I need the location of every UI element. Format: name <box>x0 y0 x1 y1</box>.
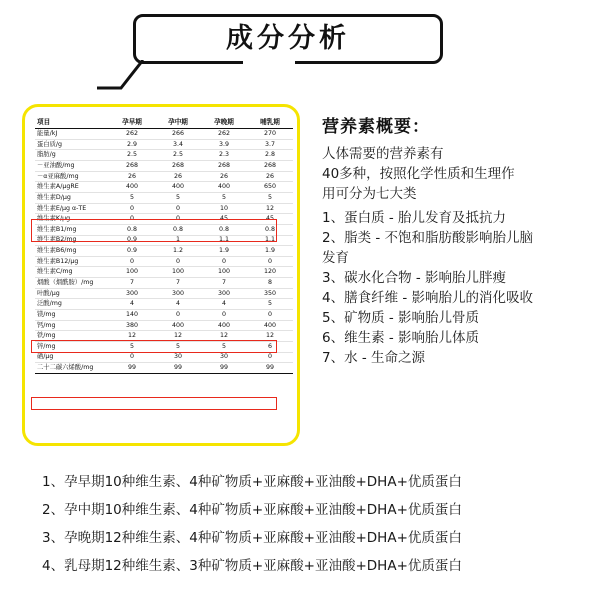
table-cell: 12 <box>247 331 293 342</box>
table-cell: 266 <box>155 129 201 140</box>
table-cell: 26 <box>201 171 247 182</box>
table-cell: 0.8 <box>247 224 293 235</box>
table-cell: 2.3 <box>201 150 247 161</box>
summary-item: 6、维生素 - 影响胎儿体质 <box>322 330 480 346</box>
summary-heading: 营养素概要： <box>322 117 430 137</box>
title-pointer-line <box>96 60 144 90</box>
table-cell: 3.4 <box>155 139 201 150</box>
highlight-box-selenium <box>31 397 277 410</box>
table-cell: 5 <box>155 192 201 203</box>
summary-item: 3、碳水化合物 - 影响胎儿胖瘦 <box>322 270 507 286</box>
summary-column <box>322 112 584 368</box>
table-cell: 0.9 <box>109 235 155 246</box>
table-cell: 镁/mg <box>35 310 109 321</box>
table-cell: 400 <box>201 320 247 331</box>
table-cell: 叶酸/μg <box>35 288 109 299</box>
table-row <box>35 256 293 267</box>
table-row <box>35 192 293 203</box>
summary-item: 7、水 - 生命之源 <box>322 350 426 366</box>
table-cell: 1.9 <box>201 246 247 257</box>
table-cell: 99 <box>247 363 293 374</box>
table-cell: 脂肪/g <box>35 150 109 161</box>
table-cell: 268 <box>155 161 201 172</box>
table-cell: 0.8 <box>155 224 201 235</box>
table-cell: 0 <box>155 310 201 321</box>
table-cell: 12 <box>109 331 155 342</box>
table-cell: 1.1 <box>247 235 293 246</box>
table-row <box>35 331 293 342</box>
table-body <box>35 129 293 374</box>
summary-item: 2、脂类 - 不饱和脂肪酸影响胎儿脑 <box>322 230 534 246</box>
table-cell: 100 <box>155 267 201 278</box>
table-cell: 12 <box>155 331 201 342</box>
summary-item-list <box>322 208 584 368</box>
table-cell: 维生素B12/μg <box>35 256 109 267</box>
table-cell: 0 <box>155 214 201 225</box>
table-cell: 6 <box>247 341 293 352</box>
table-row <box>35 171 293 182</box>
table-row <box>35 320 293 331</box>
table-cell: 能量/kJ <box>35 129 109 140</box>
table-row <box>35 203 293 214</box>
table-cell: 100 <box>109 267 155 278</box>
table-cell: 7 <box>155 278 201 289</box>
table-cell: 45 <box>201 214 247 225</box>
table-cell: 5 <box>247 192 293 203</box>
table-cell: 维生素B6/mg <box>35 246 109 257</box>
table-cell: 380 <box>109 320 155 331</box>
table-cell: 10 <box>201 203 247 214</box>
nutrition-table-panel <box>22 104 300 446</box>
table-cell: 30 <box>155 352 201 363</box>
table-cell: 0.9 <box>109 246 155 257</box>
table-cell: 400 <box>155 182 201 193</box>
table-cell: 30 <box>201 352 247 363</box>
table-cell: 270 <box>247 129 293 140</box>
bottom-summary-list <box>42 468 562 580</box>
table-cell: 5 <box>109 341 155 352</box>
title-banner <box>133 14 443 64</box>
table-cell: 12 <box>201 331 247 342</box>
table-cell: 0 <box>155 203 201 214</box>
table-cell: 2.9 <box>109 139 155 150</box>
table-row <box>35 150 293 161</box>
table-cell: 4 <box>155 299 201 310</box>
table-row <box>35 246 293 257</box>
table-cell: 烟酸（烟酰胺）/mg <box>35 278 109 289</box>
table-cell: 650 <box>247 182 293 193</box>
table-cell: 400 <box>201 182 247 193</box>
table-cell: 8 <box>247 278 293 289</box>
table-cell: 维生素B1/mg <box>35 224 109 235</box>
nutrition-table <box>35 117 293 374</box>
table-cell: 2.5 <box>109 150 155 161</box>
summary-intro-line: 用可分为七大类 <box>322 186 417 202</box>
table-row <box>35 161 293 172</box>
table-cell: 维生素D/μg <box>35 192 109 203</box>
table-cell: 2.8 <box>247 150 293 161</box>
table-cell: 0 <box>109 256 155 267</box>
table-header-cell: 孕早期 <box>109 117 155 129</box>
table-row <box>35 363 293 374</box>
table-cell: 4 <box>201 299 247 310</box>
table-cell: 3.7 <box>247 139 293 150</box>
table-row <box>35 139 293 150</box>
table-row <box>35 310 293 321</box>
table-cell: 0.8 <box>109 224 155 235</box>
table-row <box>35 352 293 363</box>
summary-intro-line: 人体需要的营养素有 <box>322 146 444 162</box>
table-cell: 维生素E/μg α-TE <box>35 203 109 214</box>
table-cell: 120 <box>247 267 293 278</box>
table-row <box>35 224 293 235</box>
table-cell: 0 <box>109 214 155 225</box>
table-cell: 12 <box>247 203 293 214</box>
table-cell: 1.2 <box>155 246 201 257</box>
table-cell: 2.5 <box>155 150 201 161</box>
table-row <box>35 288 293 299</box>
table-cell: 300 <box>109 288 155 299</box>
table-cell: 维生素A/μgRE <box>35 182 109 193</box>
table-cell: 二十二碳六烯酸/mg <box>35 363 109 374</box>
table-cell: 45 <box>247 214 293 225</box>
table-cell: 268 <box>201 161 247 172</box>
table-header-cell: 项目 <box>35 117 109 129</box>
table-cell: 262 <box>109 129 155 140</box>
table-cell: 锌/mg <box>35 341 109 352</box>
table-cell: 400 <box>109 182 155 193</box>
table-cell: 262 <box>201 129 247 140</box>
bottom-list-item: 2、孕中期10种维生素、4种矿物质+亚麻酸+亚油酸+DHA+优质蛋白 <box>42 502 462 518</box>
table-row <box>35 214 293 225</box>
table-cell: 400 <box>247 320 293 331</box>
table-row <box>35 235 293 246</box>
table-cell: 0 <box>247 310 293 321</box>
table-cell: 140 <box>109 310 155 321</box>
table-cell: 100 <box>201 267 247 278</box>
table-row <box>35 278 293 289</box>
table-cell: 5 <box>155 341 201 352</box>
table-cell: 3.9 <box>201 139 247 150</box>
table-cell: 26 <box>247 171 293 182</box>
table-row <box>35 182 293 193</box>
bottom-list-item: 4、乳母期12种维生素、3种矿物质+亚麻酸+亚油酸+DHA+优质蛋白 <box>42 558 462 574</box>
table-cell: 维生素C/mg <box>35 267 109 278</box>
summary-item: 5、矿物质 - 影响胎儿骨质 <box>322 310 480 326</box>
table-cell: 268 <box>247 161 293 172</box>
summary-item: 1、蛋白质 - 胎儿发育及抵抗力 <box>322 210 507 226</box>
table-cell: 蛋白质/g <box>35 139 109 150</box>
table-cell: 7 <box>109 278 155 289</box>
table-cell: 维生素B2/mg <box>35 235 109 246</box>
table-cell: 钙/mg <box>35 320 109 331</box>
table-cell: 99 <box>109 363 155 374</box>
table-header-cell: 孕中期 <box>155 117 201 129</box>
table-row <box>35 129 293 140</box>
table-cell: 7 <box>201 278 247 289</box>
table-cell: 维生素K/μg <box>35 214 109 225</box>
table-cell: 0 <box>109 352 155 363</box>
table-cell: 99 <box>155 363 201 374</box>
table-cell: 0 <box>201 256 247 267</box>
table-cell: 0 <box>201 310 247 321</box>
page-title: 成分分析 <box>226 23 350 54</box>
summary-item: 4、膳食纤维 - 影响胎儿的消化吸收 <box>322 290 534 306</box>
table-row <box>35 267 293 278</box>
table-cell: 350 <box>247 288 293 299</box>
table-cell: －α亚麻酸/mg <box>35 171 109 182</box>
table-cell: 268 <box>109 161 155 172</box>
table-cell: 0 <box>247 256 293 267</box>
table-cell: 26 <box>155 171 201 182</box>
bottom-list-item: 1、孕早期10种维生素、4种矿物质+亚麻酸+亚油酸+DHA+优质蛋白 <box>42 474 462 490</box>
table-cell: 5 <box>109 192 155 203</box>
summary-intro-line: 40多种，按照化学性质和生理作 <box>322 166 515 182</box>
table-cell: 99 <box>201 363 247 374</box>
table-cell: 0.8 <box>201 224 247 235</box>
bottom-list-item: 3、孕晚期12种维生素、4种矿物质+亚麻酸+亚油酸+DHA+优质蛋白 <box>42 530 462 546</box>
table-cell: 300 <box>155 288 201 299</box>
summary-item: 发育 <box>322 250 349 266</box>
table-cell: 5 <box>201 341 247 352</box>
table-cell: 0 <box>109 203 155 214</box>
table-cell: 铁/mg <box>35 331 109 342</box>
table-header-cell: 哺乳期 <box>247 117 293 129</box>
table-cell: －亚油酸/mg <box>35 161 109 172</box>
table-cell: 泛酸/mg <box>35 299 109 310</box>
table-row <box>35 299 293 310</box>
table-cell: 5 <box>247 299 293 310</box>
table-header-row <box>35 117 293 129</box>
table-cell: 硒/μg <box>35 352 109 363</box>
table-cell: 0 <box>247 352 293 363</box>
table-cell: 26 <box>109 171 155 182</box>
table-cell: 400 <box>155 320 201 331</box>
table-cell: 1 <box>155 235 201 246</box>
table-cell: 5 <box>201 192 247 203</box>
table-cell: 300 <box>201 288 247 299</box>
table-cell: 1.9 <box>247 246 293 257</box>
table-row <box>35 341 293 352</box>
table-header-cell: 孕晚期 <box>201 117 247 129</box>
table-cell: 1.1 <box>201 235 247 246</box>
table-cell: 4 <box>109 299 155 310</box>
table-cell: 0 <box>155 256 201 267</box>
